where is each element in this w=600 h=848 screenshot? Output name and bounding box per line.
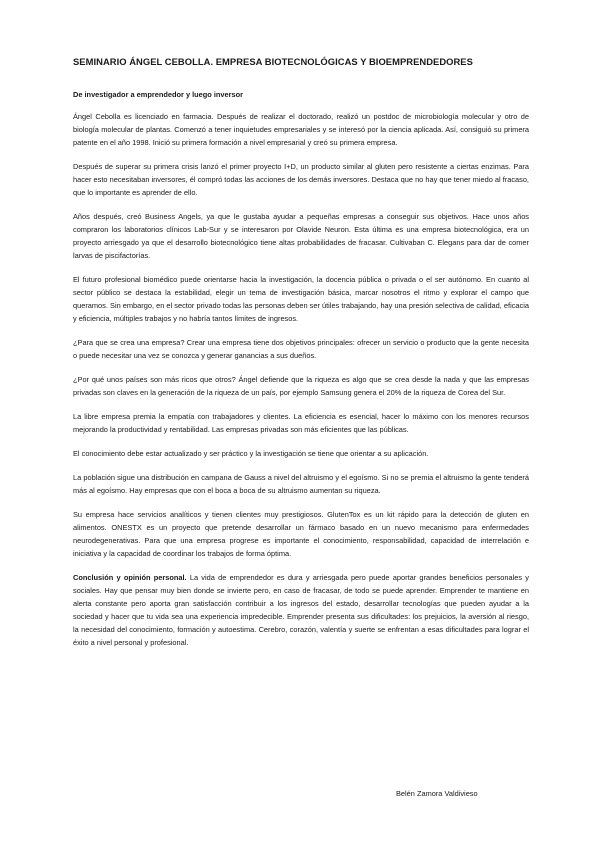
document-subtitle: De investigador a emprendedor y luego inversor (73, 90, 244, 99)
paragraph-free-enterprise: La libre empresa premia la empatía con trabajadores y clientes. La eficiencia es esencial, hacer lo máximo con los menores recursos mejorando la productividad y rentabilidad. Las empresas privadas son más eficientes que las públicas. (73, 412, 529, 434)
conclusion-text: La vida de emprendedor es dura y arriesgada pero puede aportar grandes beneficios personales y sociales. Hay que pensar muy bien donde se invierte pero, en caso de fracasar, de todo se puede aprender. Emprender te mantiene en alerta constante pero aporta gran satisfacción contribuir a los ingresos del estado, desarrollar tecnologías que pueden ayudar a la sociedad y hacer que tu vida sea una experiencia impredecible. Emprender presenta sus dificultades: los prejuicios, la aversión al riesgo, la necesidad del conocimiento, formación y autoestima. Cerebro, corazón, valentía y suerte se enfrentan a esas dificultades para lograr el éxito a nivel personal y profesional. (73, 573, 529, 647)
paragraph-knowledge: El conocimiento debe estar actualizado y ser práctico y la investigación se tiene que orientar a su aplicación. (73, 449, 429, 458)
paragraph-why-company: ¿Para que se crea una empresa? Crear una empresa tiene dos objetivos principales: ofrecer un servicio o producto que la gente necesita o puede necesitar una vez se conozca y generar ganancias a sus dueños. (73, 338, 529, 360)
paragraph-business-angels: Años después, creó Business Angels, ya que le gustaba ayudar a pequeñas empresas a conseguir sus objetivos. Hace unos años compraron los laboratorios clínicos Lab-Sur y se interesaron por Olavide Neuron. Esta última es una empresa biotecnológica, era un proyecto arriesgado ya que el desarrollo biotecnológico tiene altas probabilidades de fracasar. Cultivaban C. Elegans para dar de comer larvas de piscifactorías. (73, 212, 529, 260)
document-body (73, 56, 529, 659)
author-signature: Belén Zamora Valdivieso (396, 789, 478, 798)
paragraph-first-project: Después de superar su primera crisis lanzó el primer proyecto I+D, un producto similar al gluten pero resistente a ciertas enzimas. Para hacer esto necesitaban inversores, él compró todas las acciones de los demás inversores. Destaca que no hay que tener miedo al fracaso, que lo importante es aprender de ello. (73, 162, 529, 197)
paragraph-rich-countries: ¿Por qué unos países son más ricos que otros? Ángel defiende que la riqueza es algo que se crea desde la nada y que las empresas privadas son claves en la generación de la riqueza de un país, por ejemplo Samsung genera el 20% de la riqueza de Corea del Sur. (73, 375, 529, 397)
conclusion-heading: Conclusión y opinión personal. (73, 573, 187, 582)
paragraph-conclusion (73, 571, 529, 649)
paragraph-professional-future: El futuro profesional biomédico puede orientarse hacia la investigación, la docencia pública o privada o el ser autónomo. En cuanto al sector público se destaca la estabilidad, elegir un tema de investigación básica, marcar nosotros el ritmo y explorar el campo que queramos. Sin embargo, en el sector privado todas las personas deben ser útiles trabajando, hay una presión selectiva de calidad, eficacia y eficiencia, múltiples trabajos y no habría tantos límites de ingresos. (73, 275, 529, 323)
paragraph-company-services: Su empresa hace servicios analíticos y tienen clientes muy prestigiosos. GlutenTox es un kit rápido para la detección de gluten en alimentos. ONESTX es un proyecto que pretende desarrollar un fármaco basado en un nuevo mecanismo para enfermedades neurodegenerativas. Para que una empresa progrese es importante el conocimiento, responsabilidad, capacidad de interrelación e iniciativa y la capacidad de coordinar los trabajos de forma óptima. (73, 510, 529, 558)
paragraph-altruism: La población sigue una distribución en campana de Gauss a nivel del altruismo y el egoísmo. Si no se premia el altruismo la gente tenderá más al egoísmo. Hay empresas que con el boca a boca de su altruismo aumentan su riqueza. (73, 473, 529, 495)
document-title: SEMINARIO ÁNGEL CEBOLLA. EMPRESA BIOTECNOLÓGICAS Y BIOEMPRENDEDORES (73, 56, 473, 67)
paragraph-biography: Ángel Cebolla es licenciado en farmacia. Después de realizar el doctorado, realizó un postdoc de microbiología molecular y otro de biología molecular de plantas. Comenzó a tener inquietudes empresariales y se interesó por la ciencia aplicada. Así, consiguió su primera patente en el año 1998. Inició su primera formación a nivel empresarial y creó su primera empresa. (73, 112, 529, 147)
